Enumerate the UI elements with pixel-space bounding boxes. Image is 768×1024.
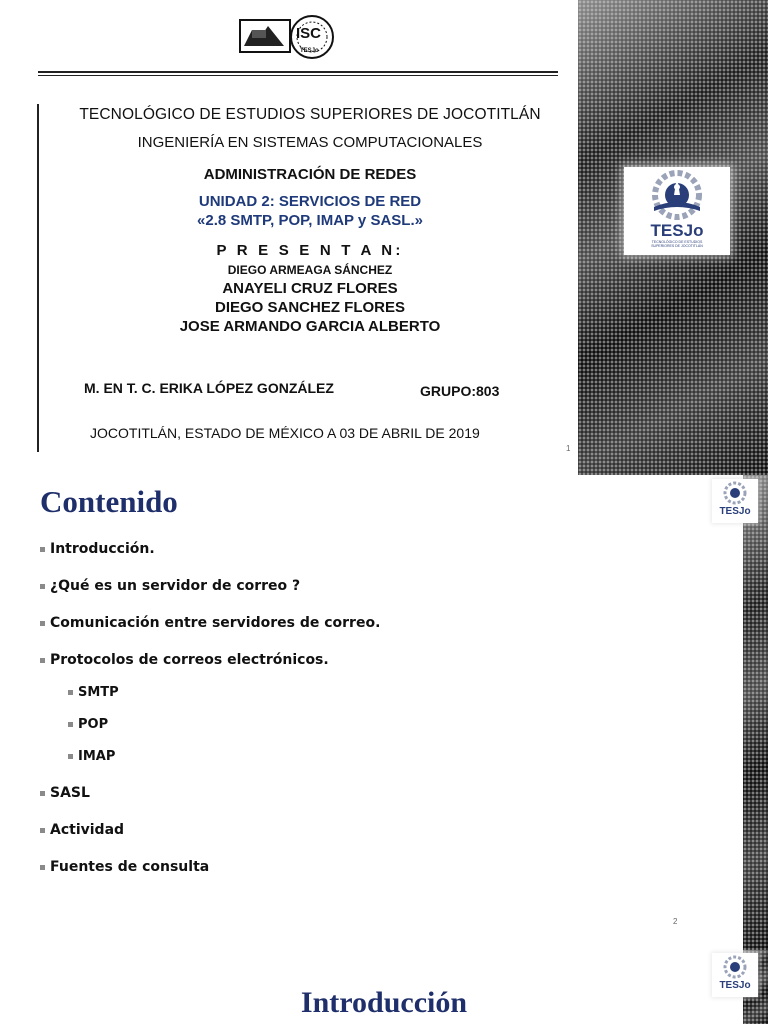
toc-item xyxy=(40,615,380,631)
badge-subtitle: TECNOLÓGICO DE ESTUDIOS SUPERIORES DE JOCOTITLÁN xyxy=(651,240,703,248)
toc-subitem xyxy=(68,685,119,700)
badge-title: TESJo xyxy=(650,221,704,240)
bullet-icon xyxy=(68,722,73,727)
group-label: GRUPO:803 xyxy=(420,383,500,399)
tesjo-emblem-icon xyxy=(712,479,758,507)
career-name: INGENIERÍA EN SISTEMAS COMPUTACIONALES xyxy=(137,134,483,151)
bullet-icon xyxy=(40,547,45,552)
toc-item-label: SMTP xyxy=(78,685,119,700)
toc-item-label: Introducción. xyxy=(50,541,155,557)
tesjo-emblem-icon xyxy=(712,953,758,981)
slide-title-contenido: Contenido xyxy=(40,484,178,519)
unit-title xyxy=(40,192,580,230)
svg-text:TESJo: TESJo xyxy=(300,48,319,54)
decorative-pattern-strip xyxy=(743,475,768,950)
author-name: ANAYELI CRUZ FLORES xyxy=(222,280,398,297)
toc-item-label: Protocolos de correos electrónicos. xyxy=(50,652,329,668)
toc-item xyxy=(40,578,300,594)
page-number: 2 xyxy=(673,917,678,926)
toc-item-label: Comunicación entre servidores de correo. xyxy=(50,615,381,631)
toc-item xyxy=(40,822,124,838)
toc-item-label: ¿Qué es un servidor de correo ? xyxy=(50,578,301,594)
header-rule xyxy=(38,71,558,73)
toc-item-label: POP xyxy=(78,717,109,732)
toc-item-label: Fuentes de consulta xyxy=(50,859,210,875)
bullet-icon xyxy=(40,828,45,833)
toc-item-label: IMAP xyxy=(78,749,116,764)
toc-item-label: SASL xyxy=(50,785,90,801)
bullet-icon xyxy=(68,690,73,695)
tesjo-badge xyxy=(624,167,730,255)
toc-item xyxy=(40,859,209,875)
slide-title-introduccion: Introducción xyxy=(300,986,468,1019)
bullet-icon xyxy=(40,621,45,626)
header-rule-thin xyxy=(38,75,558,76)
unit-line-1: UNIDAD 2: SERVICIOS DE RED xyxy=(198,193,422,210)
place-date: JOCOTITLÁN, ESTADO DE MÉXICO A 03 DE ABRIL DE 2019 xyxy=(90,425,480,441)
toc-item xyxy=(40,652,329,668)
author-name: DIEGO ARMEAGA SÁNCHEZ xyxy=(227,263,393,277)
author-name: JOSE ARMANDO GARCIA ALBERTO xyxy=(179,318,441,335)
bullet-icon xyxy=(40,584,45,589)
author-name: DIEGO SANCHEZ FLORES xyxy=(214,299,405,316)
page-number: 1 xyxy=(566,444,571,453)
toc-subitem xyxy=(68,717,108,732)
teacher-name: M. EN T. C. ERIKA LÓPEZ GONZÁLEZ xyxy=(84,380,334,396)
bullet-icon xyxy=(40,658,45,663)
bullet-icon xyxy=(68,754,73,759)
subject-name: ADMINISTRACIÓN DE REDES xyxy=(203,166,417,183)
left-vertical-rule xyxy=(37,104,39,452)
toc-subitem xyxy=(68,749,115,764)
presentan-heading: P R E S E N T A N: xyxy=(216,242,404,259)
bullet-icon xyxy=(40,865,45,870)
institution-name: TECNOLÓGICO DE ESTUDIOS SUPERIORES DE JOCOTITLÁN xyxy=(79,106,541,123)
badge-title: TESJo xyxy=(719,980,751,991)
toc-item xyxy=(40,785,90,801)
isc-tesjo-logo xyxy=(238,12,334,62)
toc-item xyxy=(40,541,155,557)
tesjo-badge-small xyxy=(712,479,758,523)
bullet-icon xyxy=(40,791,45,796)
toc-item-label: Actividad xyxy=(50,822,125,838)
title-slide xyxy=(0,0,768,475)
unit-line-2: «2.8 SMTP, POP, IMAP y SASL.» xyxy=(197,212,423,229)
svg-text:ISC: ISC xyxy=(296,25,322,42)
badge-title: TESJo xyxy=(719,506,751,517)
